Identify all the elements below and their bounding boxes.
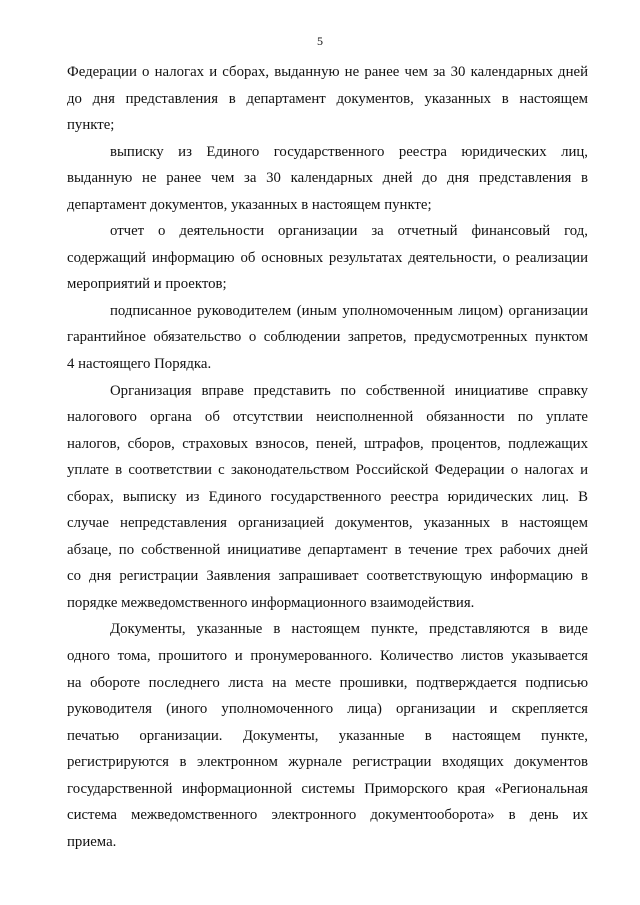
text-line: руководителя (иного уполномоченного лица) организации и скрепляется <box>67 701 588 718</box>
text-line: Документы, указанные в настоящем пункте, представляются в виде <box>110 621 588 638</box>
paragraph <box>67 218 588 298</box>
text-line: регистрируются в электронном журнале регистрации входящих документов <box>67 754 588 771</box>
page-number: 5 <box>317 34 323 48</box>
text-line: налогового органа об отсутствии неисполненной обязанности по уплате <box>67 409 588 426</box>
text-line: пункте; <box>67 117 115 134</box>
text-line: на обороте последнего листа на месте прошивки, подтверждается подписью <box>67 674 588 691</box>
text-line: уплате в соответствии с законодательством Российской Федерации о налогах и <box>67 462 588 479</box>
text-line: до дня представления в департамент документов, указанных в настоящем <box>67 90 588 107</box>
text-line: печатью организации. Документы, указанные в настоящем пункте, <box>67 727 588 744</box>
text-line: приема. <box>67 833 117 850</box>
text-line: департамент документов, указанных в настоящем пункте; <box>67 196 432 213</box>
text-line: выданную не ранее чем за 30 календарных дней до дня представления в <box>67 170 588 187</box>
text-line: Организация вправе представить по собственной инициативе справку <box>110 382 588 399</box>
text-line: система межведомственного электронного документооборота» в день их <box>67 807 588 824</box>
text-line: содержащий информацию об основных результатах деятельности, о реализации <box>67 249 588 266</box>
text-line: со дня регистрации Заявления запрашивает соответствующую информацию в <box>67 568 588 585</box>
text-line: подписанное руководителем (иным уполномоченным лицом) организации <box>110 302 588 319</box>
text-line: 4 настоящего Порядка. <box>67 356 212 373</box>
paragraph <box>67 378 588 617</box>
text-line: налогов, сборов, страховых взносов, пеней, штрафов, процентов, подлежащих <box>67 435 588 452</box>
paragraph <box>67 59 588 139</box>
text-line: мероприятий и проектов; <box>67 276 227 293</box>
text-line: гарантийное обязательство о соблюдении запретов, предусмотренных пунктом <box>67 329 588 346</box>
text-line: выписку из Единого государственного реестра юридических лиц, <box>110 143 588 160</box>
text-line: абзаце, по собственной инициативе департамент в течение трех рабочих дней <box>67 541 588 558</box>
document-body <box>67 59 588 855</box>
text-line: Федерации о налогах и сборах, выданную не ранее чем за 30 календарных дней <box>67 64 588 80</box>
text-line: государственной информационной системы Приморского края «Региональная <box>67 780 588 797</box>
text-line: порядке межведомственного информационного взаимодействия. <box>67 594 475 611</box>
paragraph <box>67 139 588 219</box>
text-line: отчет о деятельности организации за отчетный финансовый год, <box>110 223 588 240</box>
text-line: сборах, выписку из Единого государственного реестра юридических лиц. В <box>67 488 588 505</box>
paragraph <box>67 616 588 855</box>
text-line: случае непредставления организацией документов, указанных в настоящем <box>67 515 588 532</box>
text-line: одного тома, прошитого и пронумерованного. Количество листов указывается <box>67 648 588 665</box>
paragraph <box>67 298 588 378</box>
